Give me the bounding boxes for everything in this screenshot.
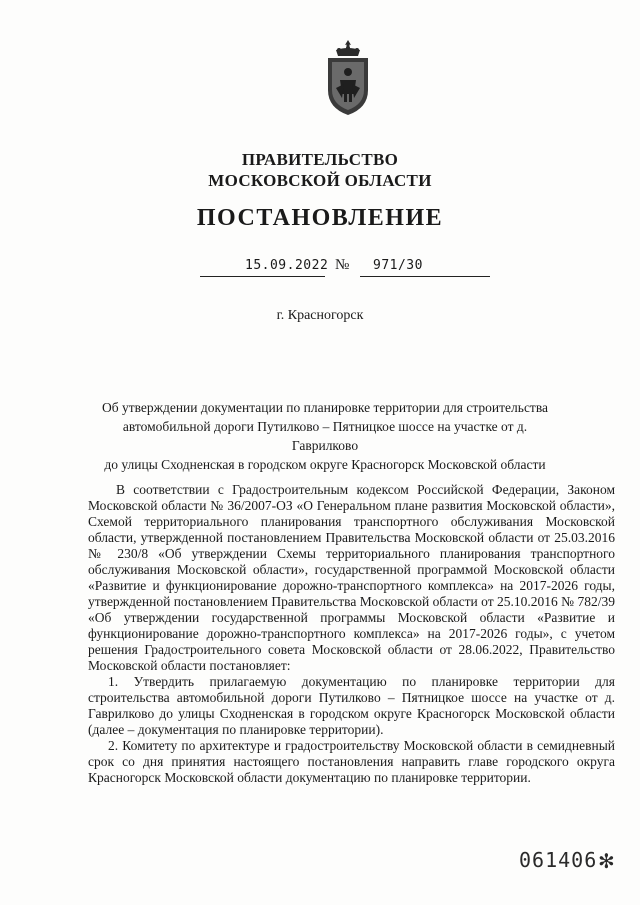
subject-line: автомобильной дороги Путилково – Пятницкое шоссе на участке от д. Гаврилково — [122, 419, 528, 453]
city-of-issue: г. Красногорск — [276, 308, 364, 323]
asterisk-mark: ✻ — [598, 851, 615, 873]
resolution-item-1: 1. Утвердить прилагаемую документацию по планировке территории для строительства автомобильной дороги Путилково – Пятницкое шоссе на участке от д. Гаврилково до улицы Сходненская в городском округе Красногорск Московской области (далее – документация по планировке территории). — [88, 674, 615, 737]
resolution-item-2: 2. Комитету по архитектуре и градостроительству Московской области в семидневный срок со дня принятия настоящего постановления направить главе городского округа Красногорск Московской области документацию по планировке территории. — [88, 738, 615, 785]
subject-line: до улицы Сходненская в городском округе Красногорск Московской области — [104, 457, 546, 472]
document-date: 15.09.2022 — [245, 258, 329, 273]
serial-number-stamp: 061406 — [519, 848, 598, 872]
preamble-paragraph: В соответствии с Градостроительным кодексом Российской Федерации, Законом Московской области № 36/2007-ОЗ «О Генеральном плане развития Московской области», Схемой территориального планирования транспортного обслуживания Московской области, утвержденной постановлением Правительства Московской области от 25.03.2016 № 230/8 «Об утверждении Схемы территориального планирования транспортного обслуживания Московской области», государственной программой Московской области «Развитие и функционирование дорожно-транспортного комплекса» на 2017-2026 годы, утвержденной постановлением Правительства Московской области от 25.10.2016 № 782/39 «Об утверждении государственной программы Московской области «Развитие и функционирование дорожно-транспортного комплекса» на 2017-2026 годы», с учетом решения Градостроительного совета Московской области от 28.06.2022, Правительство Московской области постановляет: — [88, 482, 615, 673]
number-underline — [360, 276, 490, 277]
document-body — [88, 482, 615, 786]
document-type-title: ПОСТАНОВЛЕНИЕ — [196, 205, 444, 231]
subject-line: Об утверждении документации по планировке территории для строительства — [101, 400, 549, 415]
registration-row — [0, 258, 640, 280]
organization-name-line1: ПРАВИТЕЛЬСТВО — [241, 150, 399, 169]
coat-of-arms-icon — [322, 38, 374, 118]
organization-name-line2: МОСКОВСКОЙ ОБЛАСТИ — [208, 171, 432, 190]
number-sign: № — [335, 257, 350, 273]
date-underline — [200, 276, 325, 277]
document-number: 971/30 — [373, 258, 423, 273]
document-subject — [95, 398, 555, 474]
